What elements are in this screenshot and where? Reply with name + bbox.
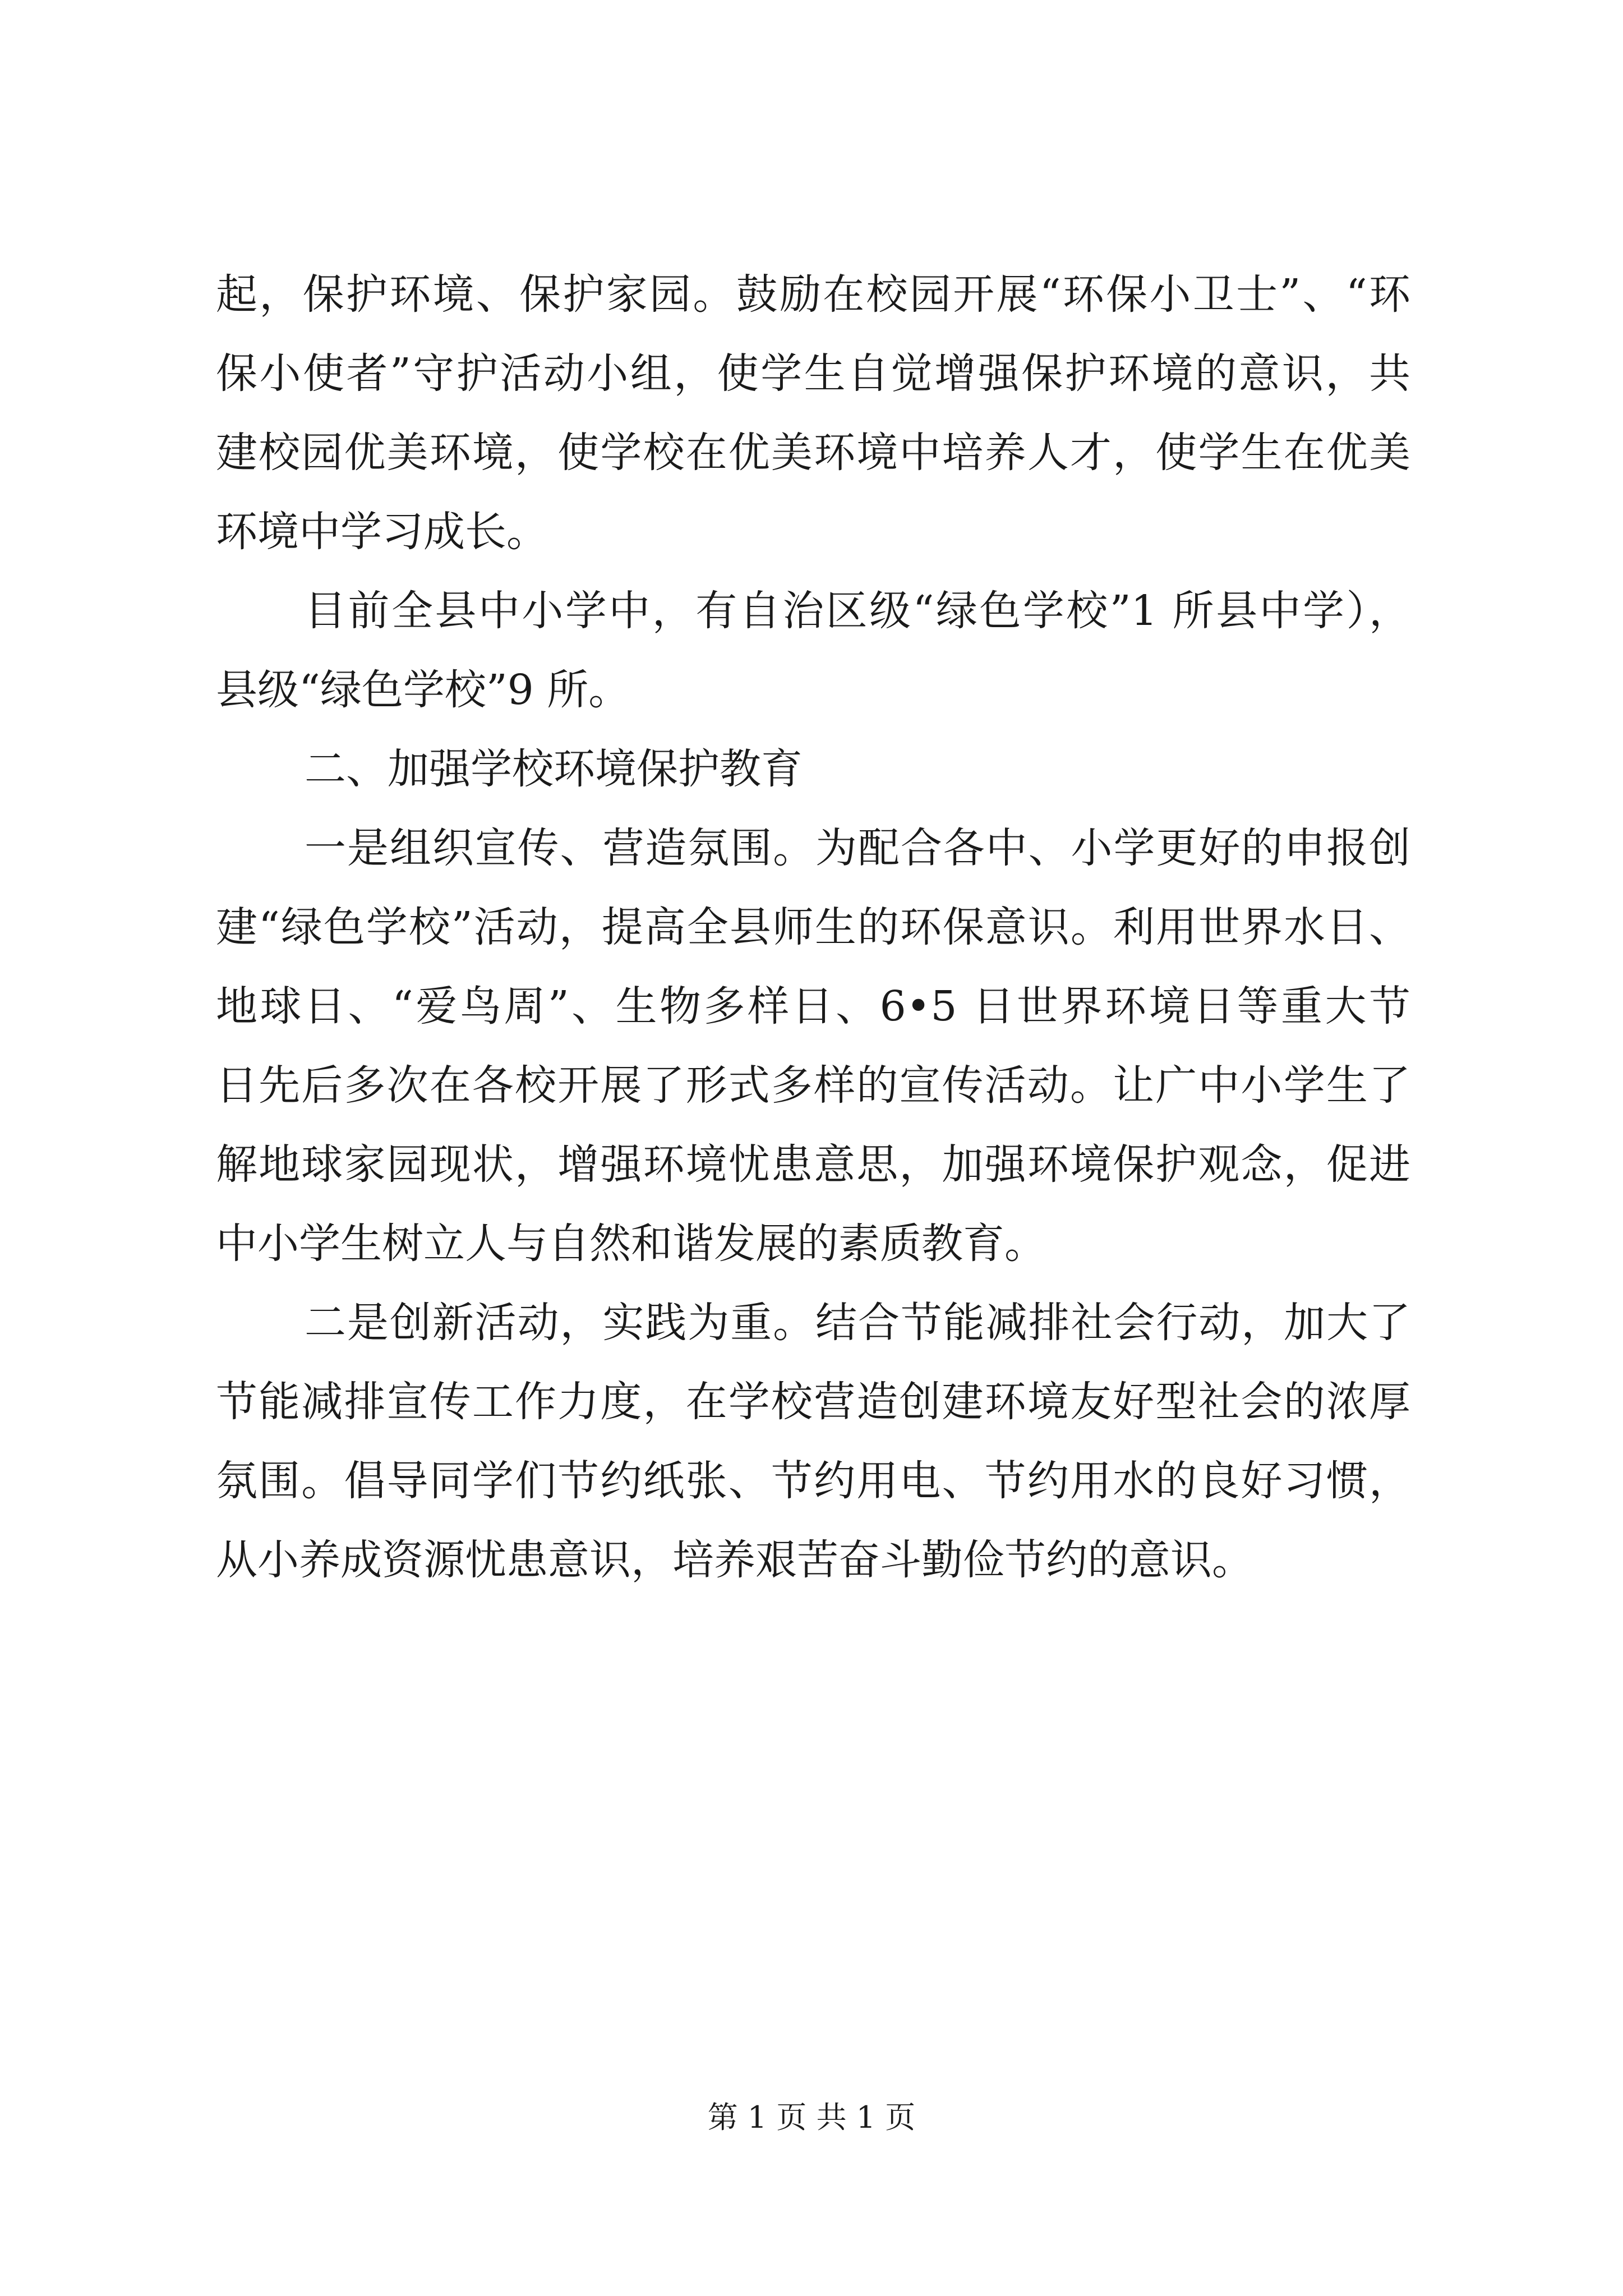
section-heading-text: 二、加强学校环境保护教育 — [305, 745, 803, 793]
paragraph-line: 保小使者”守护活动小组，使学生自觉增强保护环境的意识，共 — [216, 349, 1410, 398]
paragraph-line: 氛围。倡导同学们节约纸张、节约用电、节约用水的良好习惯， — [216, 1457, 1410, 1505]
paragraph-line: 建“绿色学校”活动，提高全县师生的环保意识。利用世界水日、 — [216, 903, 1410, 951]
paragraph-2 — [216, 572, 1410, 730]
paragraph-line: 县级“绿色学校”9 所。 — [216, 666, 630, 714]
paragraph-line: 地球日、“爱鸟周”、生物多样日、6•5 日世界环境日等重大节 — [216, 982, 1410, 1030]
paragraph-line: 日先后多次在各校开展了形式多样的宣传活动。让广中小学生了 — [216, 1061, 1410, 1110]
paragraph-line: 目前全县中小学中，有自治区级“绿色学校”1 所县中学）， — [305, 587, 1410, 635]
document-body — [216, 255, 1410, 1600]
paragraph-line: 节能减排宣传工作力度，在学校营造创建环境友好型社会的浓厚 — [216, 1378, 1410, 1426]
paragraph-5 — [216, 1283, 1410, 1600]
page-footer: 第 1 页 共 1 页 — [707, 2100, 916, 2135]
paragraph-line: 二是创新活动，实践为重。结合节能减排社会行动，加大了 — [305, 1299, 1410, 1347]
paragraph-1 — [216, 255, 1410, 572]
paragraph-line: 环境中学习成长。 — [216, 508, 548, 556]
paragraph-line: 建校园优美环境，使学校在优美环境中培养人才，使学生在优美 — [216, 429, 1410, 477]
paragraph-line: 从小养成资源忧患意识，培养艰苦奋斗勤俭节约的意识。 — [216, 1536, 1253, 1584]
section-heading — [216, 730, 1410, 809]
paragraph-line: 中小学生树立人与自然和谐发展的素质教育。 — [216, 1220, 1046, 1268]
paragraph-4 — [216, 809, 1410, 1283]
paragraph-line: 解地球家园现状，增强环境忧患意思，加强环境保护观念，促进 — [216, 1140, 1410, 1189]
paragraph-line: 一是组织宣传、营造氛围。为配合各中、小学更好的申报创 — [305, 824, 1410, 872]
paragraph-line: 起，保护环境、保护家园。鼓励在校园开展“环保小卫士”、“环 — [216, 270, 1410, 319]
